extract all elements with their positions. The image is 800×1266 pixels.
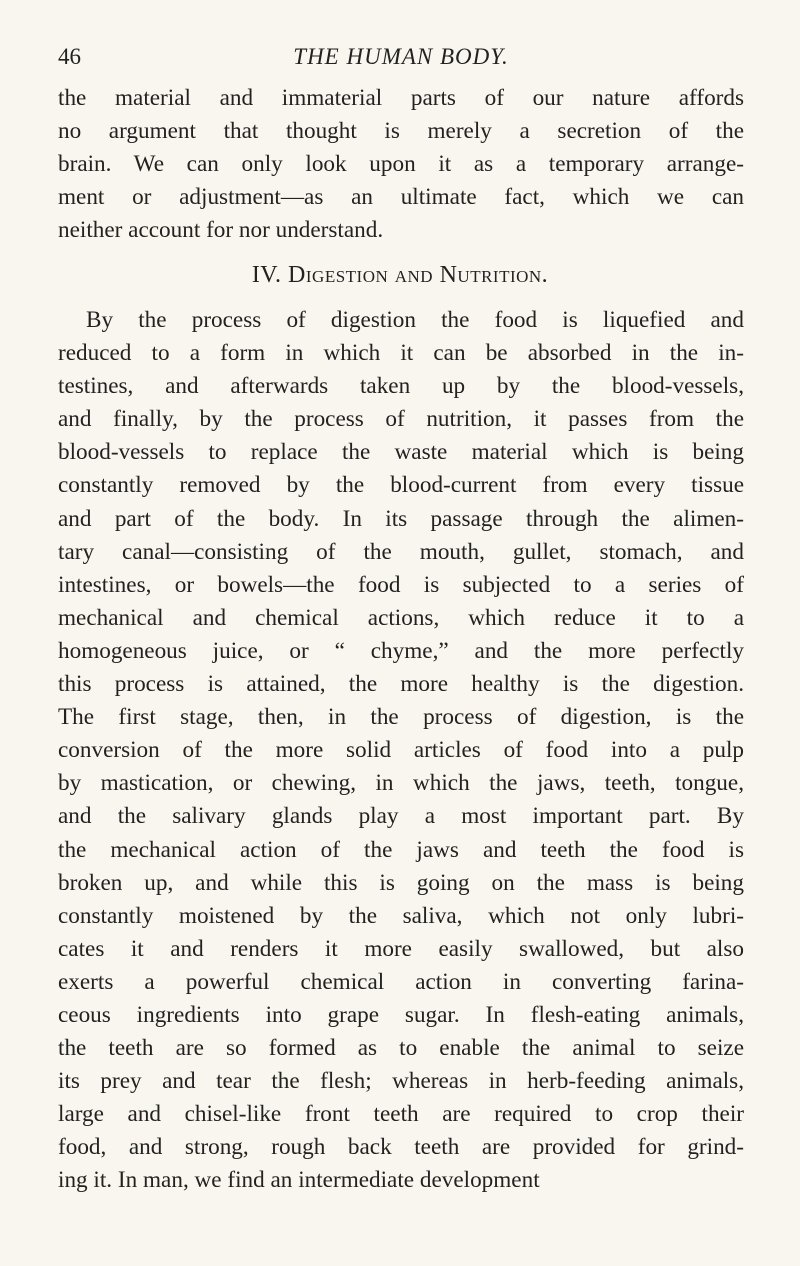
text-line: intestines, or bowels—the food is subjected to a series of	[58, 571, 744, 598]
paragraph-continued-text	[58, 82, 744, 247]
text-line: homogeneous juice, or “ chyme,” and the more perfectly	[58, 637, 744, 664]
text-line: and the salivary glands play a most important part. By	[58, 803, 744, 830]
text-line: ceous ingredients into grape sugar. In flesh-eating animals,	[58, 1001, 744, 1028]
text-line: conversion of the more solid articles of food into a pulp	[58, 737, 744, 764]
text-line: testines, and afterwards taken up by the blood-vessels,	[58, 373, 744, 400]
text-line: by mastication, or chewing, in which the jaws, teeth, tongue,	[58, 770, 744, 797]
text-line: ment or adjustment—as an ultimate fact, which we can	[58, 184, 744, 211]
paragraph-digestion-text	[58, 304, 744, 1198]
running-head	[58, 44, 744, 80]
text-line: food, and strong, rough back teeth are provided for grind-	[58, 1134, 744, 1161]
text-line: the teeth are so formed as to enable the animal to seize	[58, 1035, 744, 1062]
running-title: THE HUMAN BODY.	[293, 44, 509, 69]
text-line: broken up, and while this is going on the mass is being	[58, 869, 744, 896]
paragraph-digestion	[58, 304, 744, 1198]
text-line: and part of the body. In its passage through the alimen-	[58, 505, 744, 532]
text-line: no argument that thought is merely a secretion of the	[58, 118, 744, 145]
text-line: neither account for nor understand.	[58, 217, 384, 244]
text-line: the mechanical action of the jaws and teeth the food is	[58, 836, 744, 863]
text-line: tary canal—consisting of the mouth, gullet, stomach, and	[58, 538, 744, 565]
text-line: mechanical and chemical actions, which reduce it to a	[58, 604, 744, 631]
text-line: large and chisel-like front teeth are required to crop their	[58, 1101, 744, 1128]
text-line: reduced to a form in which it can be absorbed in the in-	[58, 340, 744, 367]
text-line: this process is attained, the more healthy is the digestion.	[58, 671, 744, 698]
text-line: By the process of digestion the food is liquefied and	[86, 307, 744, 333]
text-line: The first stage, then, in the process of digestion, is the	[58, 704, 744, 731]
text-line: ing it. In man, we find an intermediate development	[58, 1167, 540, 1194]
text-line: exerts a powerful chemical action in converting farina-	[58, 968, 744, 995]
text-line: constantly removed by the blood-current from every tissue	[58, 472, 744, 499]
text-line: and finally, by the process of nutrition, it passes from the	[58, 406, 744, 433]
text-line: its prey and tear the flesh; whereas in herb-feeding animals,	[58, 1068, 744, 1095]
section-heading: IV. Digestion and Nutrition.	[251, 262, 549, 288]
paragraph-continued	[58, 82, 744, 247]
page-number: 46	[58, 44, 81, 69]
text-line: brain. We can only look upon it as a temporary arrange-	[58, 151, 744, 178]
text-line: the material and immaterial parts of our nature affords	[58, 85, 744, 111]
text-line: constantly moistened by the saliva, which not only lubri-	[58, 902, 744, 929]
text-line: cates it and renders it more easily swallowed, but also	[58, 935, 744, 962]
text-line: blood-vessels to replace the waste material which is being	[58, 439, 744, 466]
